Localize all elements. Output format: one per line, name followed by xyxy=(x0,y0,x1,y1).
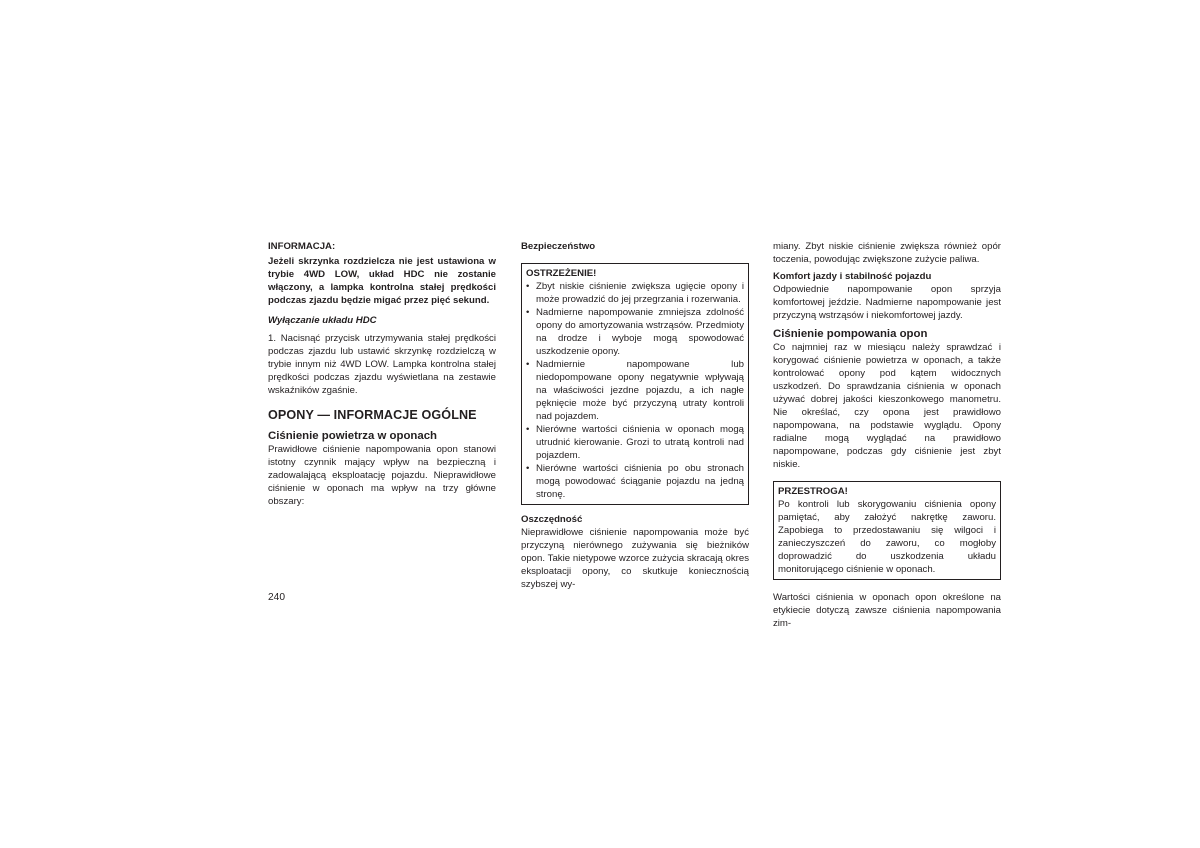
list-item: • Nadmiernie napompowane lub niedopompowane opony negatywnie wpływają na właściwości jezdne pojazdu, a ich nagłe pęknięcie może być przyczyną utraty kontroli nad pojazdem. xyxy=(526,359,744,422)
left-column xyxy=(268,240,496,508)
bullet-icon: • xyxy=(526,463,530,474)
inflation-text: Co najmniej raz w miesiącu należy sprawdzać i korygować ciśnienie powietrza w oponach, a także kontrolować opony pod kątem widocznych uszkodzeń. Do sprawdzania ciśnienia w oponach używać dobrej jakości kieszonkowego manometru. Nie określać, czy opona jest prawidłowo napompowana, na podstawie wyglądu. Opony radialne mogą wyglądać na prawidłowo napompowane, podczas gdy ciśnienie jest zbyt niskie. xyxy=(773,342,1001,470)
hdc-off-text: 1. Nacisnąć przycisk utrzymywania stałej prędkości podczas zjazdu lub ustawić skrzynkę rozdzielczą w trybie innym niż 4WD LOW. Lampka kontrolna stałej prędkości podczas zjazdu wyświetlana na zestawie wskaźników zgaśnie. xyxy=(268,333,496,396)
list-item: • Nierówne wartości ciśnienia po obu stronach mogą powodować ściąganie pojazdu na jedną stronę. xyxy=(526,463,744,500)
warning-box xyxy=(521,263,749,505)
warning-list xyxy=(526,280,744,501)
page-number: 240 xyxy=(268,592,285,603)
economy-cont-text: miany. Zbyt niskie ciśnienie zwiększa również opór toczenia, powodując zwiększone zużycie paliwa. xyxy=(773,241,1001,265)
section-title: OPONY — INFORMACJE OGÓLNE xyxy=(268,408,477,422)
list-item: • Nadmierne napompowanie zmniejsza zdolność opony do amortyzowania wstrząsów. Przedmioty na drodze i wyboje mogą spowodować uszkodzenie opony. xyxy=(526,307,744,357)
economy-text: Nieprawidłowe ciśnienie napompowania może być przyczyną nierównego zużywania się bieżników opon. Takie nietypowe wzorce zużycia skracają okres eksploatacji opony, co skutkuje koniecznością szybszej wy- xyxy=(521,527,749,590)
pressure-heading: Ciśnienie powietrza w oponach xyxy=(268,430,437,442)
pressure-text: Prawidłowe ciśnienie napompowania opon stanowi istotny czynnik mający wpływ na bezpieczną i zadowalającą eksploatację pojazdu. Nieprawidłowe ciśnienie w oponach ma wpływ na trzy główne obszary: xyxy=(268,444,496,507)
info-label: INFORMACJA: xyxy=(268,241,336,252)
caution-label: PRZESTROGA! xyxy=(778,486,848,497)
safety-heading: Bezpieczeństwo xyxy=(521,241,596,252)
list-item: • Nierówne wartości ciśnienia w oponach mogą utrudnić kierowanie. Grozi to utratą kontroli nad pojazdem. xyxy=(526,424,744,461)
comfort-text: Odpowiednie napompowanie opon sprzyja komfortowej jeździe. Nadmierne napompowanie jest przyczyną wstrząsów i niekomfortowej jazdy. xyxy=(773,284,1001,321)
warning-label: OSTRZEŻENIE! xyxy=(526,268,597,279)
bullet-icon: • xyxy=(526,424,530,435)
bullet-icon: • xyxy=(526,359,530,370)
bullet-icon: • xyxy=(526,281,530,292)
info-text: Jeżeli skrzynka rozdzielcza nie jest ustawiona w trybie 4WD LOW, układ HDC nie zostanie włączony, a lampka kontrolna stałej prędkości podczas zjazdu będzie migać przez pięć sekund. xyxy=(268,256,496,306)
bullet-icon: • xyxy=(526,307,530,318)
middle-column xyxy=(521,240,749,591)
right-column xyxy=(773,240,1001,630)
inflation-heading: Ciśnienie pompowania opon xyxy=(773,328,928,340)
caution-text: Po kontroli lub skorygowaniu ciśnienia opony pamiętać, aby założyć nakrętkę zaworu. Zapobiega to przedostawaniu się wilgoci i zanieczyszczeń do zaworu, co mogłoby doprowadzić do uszkodzenia układu monitorującego ciśnienie w oponach. xyxy=(778,499,996,575)
values-text: Wartości ciśnienia w oponach opon określone na etykiecie dotyczą zawsze ciśnienia napompowania zim- xyxy=(773,592,1001,629)
economy-heading: Oszczędność xyxy=(521,514,583,525)
list-item: • Zbyt niskie ciśnienie zwiększa ugięcie opony i może prowadzić do jej przegrzania i rozerwania. xyxy=(526,281,744,305)
hdc-off-heading: Wyłączanie układu HDC xyxy=(268,315,377,326)
caution-box xyxy=(773,481,1001,580)
comfort-heading: Komfort jazdy i stabilność pojazdu xyxy=(773,271,932,282)
